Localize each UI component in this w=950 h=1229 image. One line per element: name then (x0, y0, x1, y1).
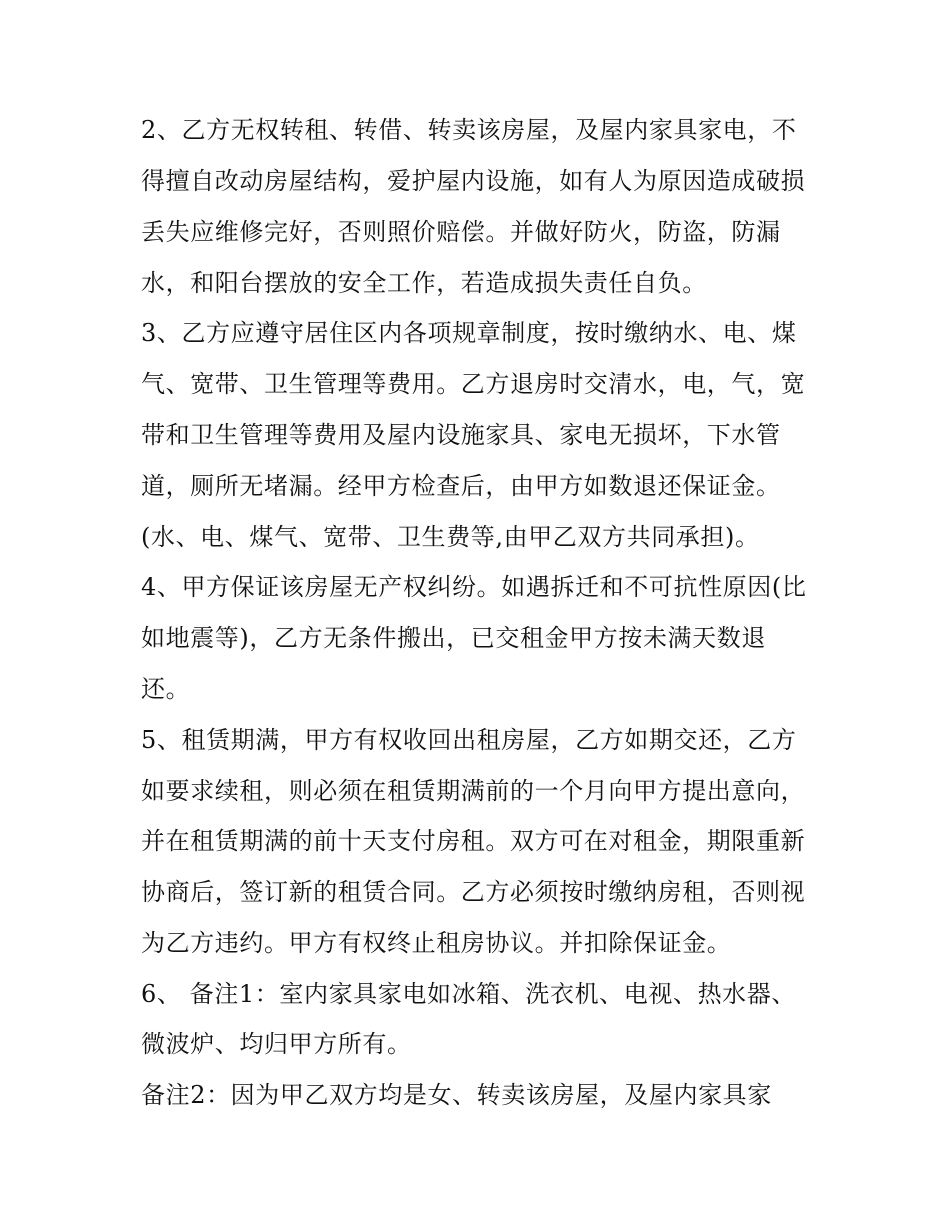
text-line: 如地震等)，乙方无条件搬出，已交租金甲方按未满天数退 (141, 624, 766, 652)
text-line: 微波炉、均归甲方所有。 (141, 1030, 412, 1058)
text-line: (水、电、煤气、宽带、卫生费等,由甲乙双方共同承担)。 (141, 523, 760, 551)
text-line: 为乙方违约。甲方有权终止租房协议。并扣除保证金。 (141, 929, 732, 957)
text-line: 如要求续租，则必须在租赁期满前的一个月向甲方提出意向， (141, 777, 806, 805)
text-line: 气、宽带、卫生管理等费用。乙方退房时交清水，电，气，宽 (141, 370, 806, 398)
text-line: 并在租赁期满的前十天支付房租。双方可在对租金，期限重新 (141, 827, 806, 855)
text-line: 6、 备注1：室内家具家电如冰箱、洗衣机、电视、热水器、 (141, 980, 796, 1008)
text-line: 道，厕所无堵漏。经甲方检查后，由甲方如数退还保证金。 (141, 472, 781, 500)
text-line: 还。 (141, 675, 191, 703)
text-line: 4、甲方保证该房屋无产权纠纷。如遇拆迁和不可抗性原因(比 (141, 573, 807, 601)
text-line: 2、乙方无权转租、转借、转卖该房屋，及屋内家具家电，不 (141, 116, 797, 144)
text-line: 备注2：因为甲乙双方均是女、转卖该房屋，及屋内家具家 (141, 1081, 772, 1109)
text-line: 3、乙方应遵守居住区内各项规章制度，按时缴纳水、电、煤 (141, 319, 797, 347)
text-line: 丢失应维修完好，否则照价赔偿。并做好防火，防盗，防漏 (141, 218, 781, 246)
text-line: 水，和阳台摆放的安全工作，若造成损失责任自负。 (141, 269, 707, 297)
text-line: 协商后，签订新的租赁合同。乙方必须按时缴纳房租，否则视 (141, 878, 806, 906)
text-line: 5、租赁期满，甲方有权收回出租房屋，乙方如期交还，乙方 (141, 726, 797, 754)
text-line: 得擅自改动房屋结构，爱护屋内设施，如有人为原因造成破损 (141, 167, 806, 195)
text-line: 带和卫生管理等费用及屋内设施家具、家电无损坏，下水管 (141, 421, 781, 449)
